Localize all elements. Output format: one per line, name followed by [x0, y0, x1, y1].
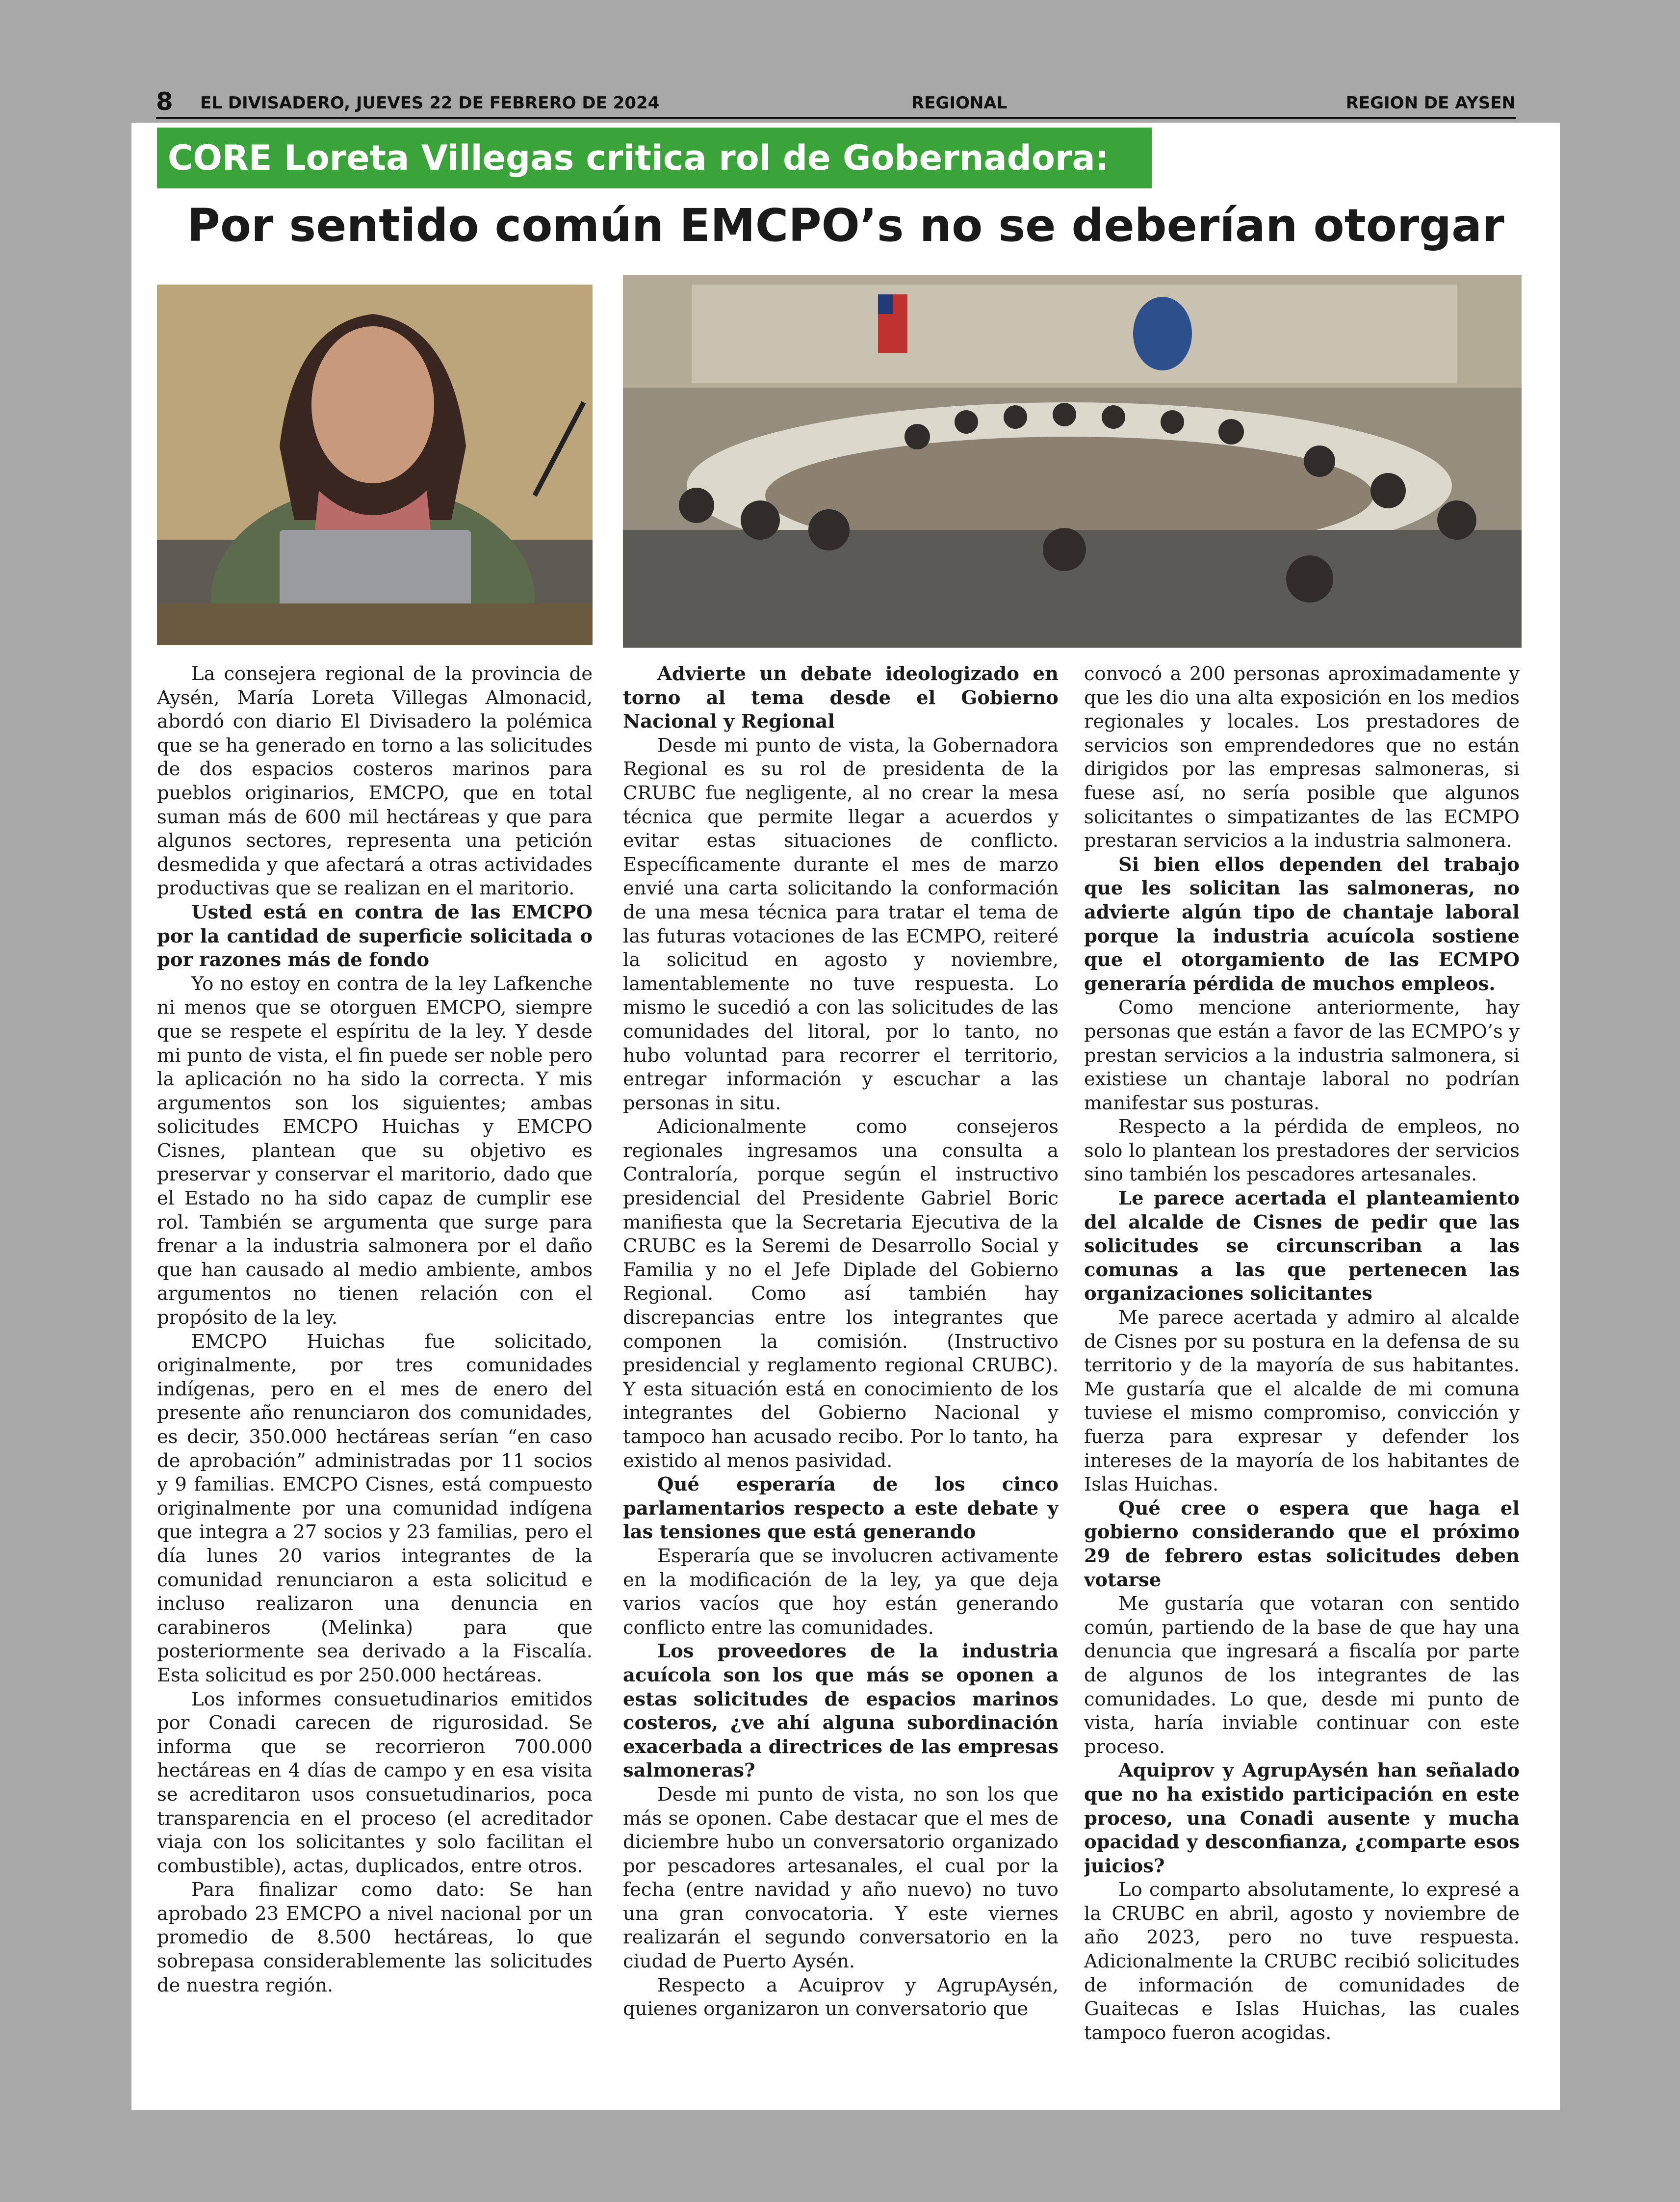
article-headline: Por sentido común EMCPO’s no se deberían otorgar [187, 199, 1504, 252]
portrait-illustration [157, 285, 593, 645]
article-column-3 [1084, 662, 1520, 2100]
newspaper-date: EL DIVISADERO, JUEVES 22 DE FEBRERO DE 2024 [200, 93, 660, 113]
answer-paragraph: Desde mi punto de vista, no son los que más se oponen. Cabe destacar que el mes de diciembre hubo un conversatorio organizado por pescadores artesanales, el cual por la fecha (entre navidad y año nuevo) no tuvo una gran convocatoria. Y este viernes realizarán el segundo conversatorio en la ciudad de Puerto Aysén. [623, 1783, 1059, 1973]
answer-paragraph: Para finalizar como dato: Se han aprobado 23 EMCPO a nivel nacional por un promedio de 8.500 hectáreas, lo que sobrepasa considerablemente las solicitudes de nuestra región. [157, 1879, 593, 1996]
answer-paragraph: Respecto a Acuiprov y AgrupAysén, quienes organizaron un conversatorio que [623, 1974, 1059, 2020]
meeting-photo [623, 275, 1522, 648]
meeting-illustration [623, 275, 1522, 648]
interview-question: Advierte un debate ideologizado en torno al tema desde el Gobierno Nacional y Regional [623, 663, 1059, 733]
answer-paragraph: Lo comparto absolutamente, lo expresé a la CRUBC en abril, agosto y noviembre de año 2023, pero no tuve respuesta. Adicionalmente la CRUBC recibió solicitudes de información de comunidades de Guaitecas e Islas Huichas, las cuales tampoco fueron acogidas. [1084, 1879, 1520, 2044]
interview-question: Los proveedores de la industria acuícola son los que más se oponen a estas solicitudes de espacios marinos costeros, ¿ve ahí alguna subordinación exacerbada a directrices de las empresas salmoneras? [623, 1640, 1059, 1782]
answer-paragraph: Los informes consuetudinarios emitidos por Conadi carecen de rigurosidad. Se informa que se recorrieron 700.000 hectáreas en 4 días de campo y en esa visita se acreditaron usos consuetudinarios, poca transparencia en el proceso (el acreditador viaja con los solicitantes y solo facilitan el combustible), actas, duplicados, entre otros. [157, 1688, 593, 1877]
answer-paragraph: Desde mi punto de vista, la Gobernadora Regional es su rol de presidenta de la CRUBC fue negligente, al no crear la mesa técnica que permite llegar a acuerdos y evitar estas situaciones de conflicto. Específicamente durante el mes de marzo envié una carta solicitando la conformación de una mesa técnica para tratar el tema de las futuras votaciones de las ECMPO, reiteré la solicitud en agosto y noviembre, lamentablemente no tuve respuesta. Lo mismo le sucedió a con las solicitudes de las comunidades del litoral, por lo tanto, no hubo voluntad para recorrer el territorio, entregar información y escuchar a las personas in situ. [623, 734, 1059, 1114]
lead-paragraph: La consejera regional de la provincia de Aysén, María Loreta Villegas Almonacid, abordó con diario El Divisadero la polémica que se ha generado en torno a las solicitudes de dos espacios costeros marinos para pueblos originarios, EMCPO, que en total suman más de 600 mil hectáreas y que para algunos sectores, representa una petición desmedida y que afectará a otras actividades productivas que se realizan en el maritorio. [157, 663, 593, 900]
portrait-photo [157, 285, 593, 645]
answer-paragraph: EMCPO Huichas fue solicitado, originalmente, por tres comunidades indígenas, pero en el mes de enero del presente año renunciaron dos comunidades, es decir, 350.000 hectáreas serían “en caso de aprobación” administradas por 11 socios y 9 familias. EMCPO Cisnes, está compuesto originalmente por una comunidad indígena que integra a 27 socios y 23 familias, pero el día lunes 20 varios integrantes de la comunidad renunciaron a esta solicitud e incluso realizaron una denuncia en carabineros (Melinka) para que posteriormente sea derivado a la Fiscalía. Esta solicitud es por 250.000 hectáreas. [157, 1330, 593, 1686]
answer-paragraph: Adicionalmente como consejeros regionales ingresamos una consulta a Contraloría, porque según el instructivo presidencial del Presidente Gabriel Boric manifiesta que la Secretaria Ejecutiva de la CRUBC es la Seremi de Desarrollo Social y Familia y no el Jefe Diplade del Gobierno Regional. Como así también hay discrepancias entre los integrantes que componen la comisión. (Instructivo presidencial y reglamento regional CRUBC). Y esta situación está en conocimiento de los integrantes del Gobierno Nacional y tampoco han acusado recibo. Por lo tanto, ha existido al menos pasividad. [623, 1116, 1059, 1472]
interview-question: Si bien ellos dependen del trabajo que les solicitan las salmoneras, no advierte algún tipo de chantaje laboral porque la industria acuícola sostiene que el otorgamiento de las ECMPO generaría pérdida de muchos empleos. [1084, 853, 1520, 995]
answer-paragraph: Me gustaría que votaran con sentido común, partiendo de la base de que hay una denuncia que ingresará a fiscalía por parte de algunos de los integrantes de las comunidades. Lo que, desde mi punto de vista, haría inviable continuar con este proceso. [1084, 1593, 1520, 1758]
interview-question: Qué cree o espera que haga el gobierno considerando que el próximo 29 de febrero estas solicitudes deben votarse [1084, 1497, 1520, 1591]
page-header [156, 87, 1516, 119]
continued-paragraph: convocó a 200 personas aproximadamente y que les dio una alta exposición en los medios regionales y locales. Los prestadores de servicios son emprendedores que no están dirigidos por las empresas salmoneras, si fuese así, no sería posible que algunos solicitantes o simpatizantes de las ECMPO prestaran servicios a la industria salmonera. [1084, 663, 1520, 852]
answer-paragraph: Yo no estoy en contra de la ley Lafkenche ni menos que se otorguen EMCPO, siempre que se respete el espíritu de la ley. Y desde mi punto de vista, el fin puede ser noble pero la aplicación no ha sido la correcta. Y mis argumentos son los siguientes; ambas solicitudes EMCPO Huichas y EMCPO Cisnes, plantean que su objetivo es preservar y conservar el maritorio, dado que el Estado no ha sido capaz de cumplir ese rol. También se argumenta que surge para frenar a la industria salmonera por el daño que han causado al medio ambiente, ambos argumentos no tienen relación con el propósito de la ley. [157, 972, 593, 1329]
article-kicker: CORE Loreta Villegas critica rol de Gobernadora: [157, 128, 1152, 188]
answer-paragraph: Esperaría que se involucren activamente en la modificación de la ley, ya que deja varios vacíos que hoy están generando conflicto entre las comunidades. [623, 1545, 1059, 1639]
article-page [131, 123, 1560, 2110]
article-column-1 [157, 662, 593, 2100]
interview-question: Usted está en contra de las EMCPO por la cantidad de superficie solicitada o por razones más de fondo [157, 901, 593, 971]
region-label: REGION DE AYSEN [1345, 93, 1516, 113]
interview-question: Aquiprov y AgrupAysén han señalado que no ha existido participación en este proceso, una Conadi ausente y mucha opacidad y desconfianza, ¿comparte esos juicios? [1084, 1759, 1520, 1877]
interview-question: Qué esperaría de los cinco parlamentarios respecto a este debate y las tensiones que está generando [623, 1473, 1059, 1544]
page-number: 8 [156, 87, 173, 116]
answer-paragraph: Como mencione anteriormente, hay personas que están a favor de las ECMPO’s y prestan servicios a la industria salmonera, si existiese un chantaje laboral no podrían manifestar sus posturas. [1084, 996, 1520, 1114]
answer-paragraph: Respecto a la pérdida de empleos, no solo lo plantean los prestadores der servicios sino también los pescadores artesanales. [1084, 1116, 1520, 1186]
article-column-2 [623, 662, 1059, 2100]
interview-question: Le parece acertada el planteamiento del alcalde de Cisnes de pedir que las solicitudes se circunscriban a las comunas a las que pertenecen las organizaciones solicitantes [1084, 1187, 1520, 1305]
answer-paragraph: Me parece acertada y admiro al alcalde de Cisnes por su postura en la defensa de su territorio y de la mayoría de sus habitantes. Me gustaría que el alcalde de mi comuna tuviese el mismo compromiso, convicción y fuerza para expresar y defender los intereses de la mayoría de los habitantes de Islas Huichas. [1084, 1307, 1520, 1496]
section-label: REGIONAL [911, 93, 1008, 113]
